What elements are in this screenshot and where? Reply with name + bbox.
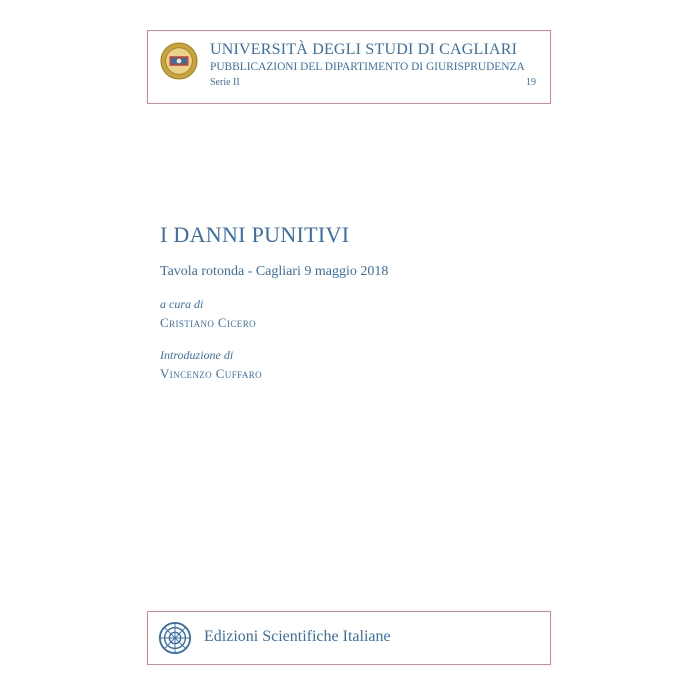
publisher-name: Edizioni Scientifiche Italiane [204,628,391,645]
introduction-author: Vincenzo Cuffaro [160,366,263,381]
university-name: UNIVERSITÀ DEGLI STUDI DI CAGLIARI [210,41,518,58]
publisher-logo-icon [158,621,192,655]
curator-name: Cristiano Cicero [160,315,256,330]
curator-label: a cura di [160,297,204,311]
series-header-box [147,30,551,104]
book-subtitle: Tavola rotonda - Cagliari 9 maggio 2018 [160,264,389,279]
introduction-label: Introduzione di [160,348,234,362]
publisher-box [147,611,551,665]
book-title: I DANNI PUNITIVI [160,222,350,247]
series-label: Serie II [210,77,240,88]
university-seal-icon [160,42,198,80]
series-number: 19 [526,77,536,88]
department-publications: PUBBLICAZIONI DEL DIPARTIMENTO DI GIURISPRUDENZA [210,61,525,73]
